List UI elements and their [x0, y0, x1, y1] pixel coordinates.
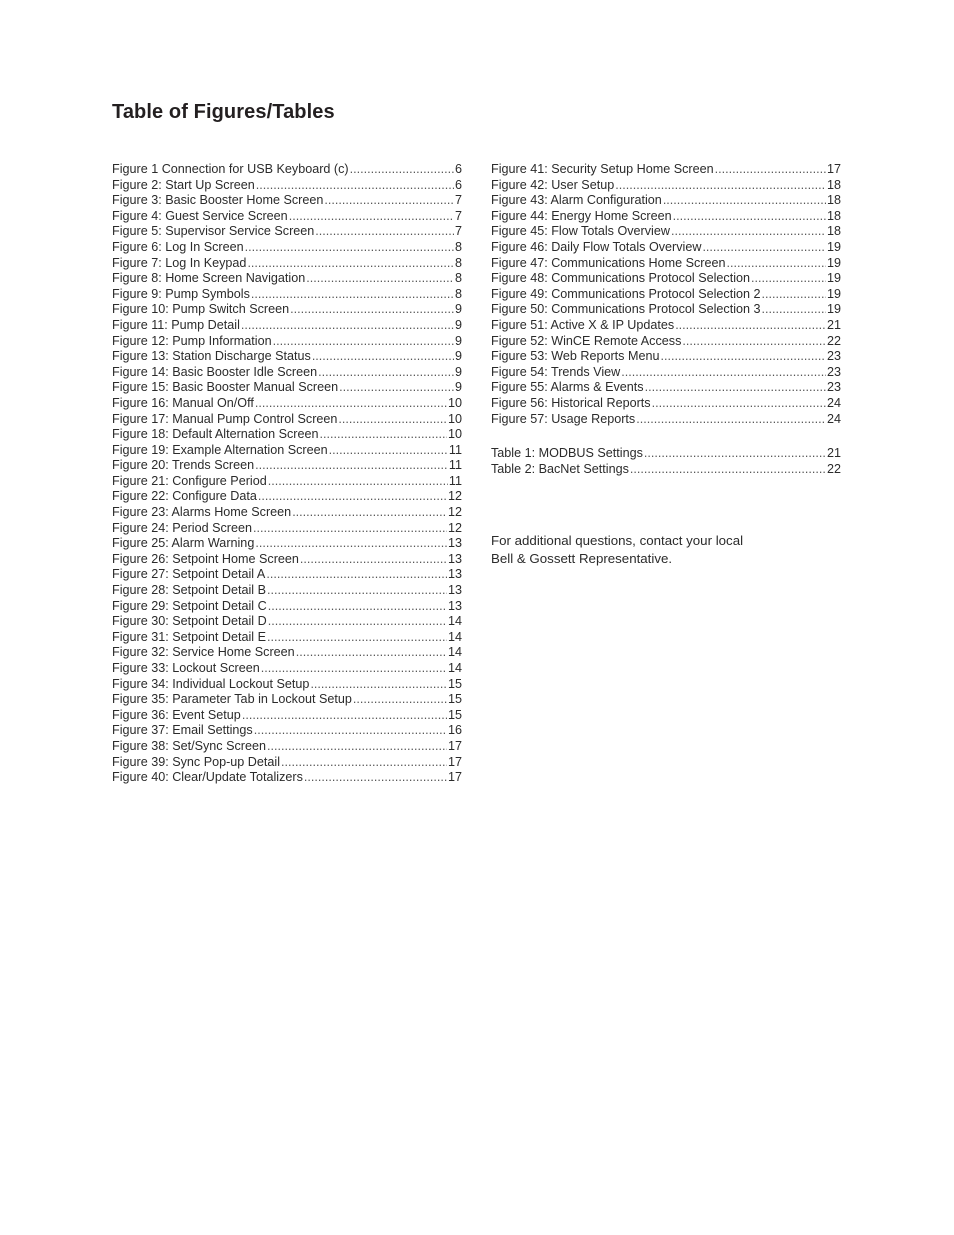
entry-page-number: 12	[447, 489, 462, 504]
entry-label: Figure 28: Setpoint Detail B	[112, 583, 267, 598]
entry-label: Figure 41: Security Setup Home Screen	[491, 162, 714, 176]
entry-label: Figure 30: Setpoint Detail D	[112, 614, 267, 629]
dot-leader	[245, 240, 454, 256]
figure-entry[interactable]	[491, 287, 841, 303]
dot-leader	[350, 162, 454, 178]
dot-leader	[254, 723, 447, 739]
entry-page-number: 6	[454, 177, 462, 192]
entry-page-number: 7	[454, 193, 462, 208]
dot-leader	[304, 770, 447, 786]
dot-leader	[644, 446, 826, 462]
entry-page-number: 15	[447, 676, 462, 691]
entry-page-number: 23	[826, 349, 841, 364]
dot-leader	[251, 287, 454, 303]
dot-leader	[261, 661, 447, 677]
entry-page-number: 19	[826, 271, 841, 286]
entry-page-number: 23	[826, 380, 841, 395]
figure-entry[interactable]	[112, 599, 462, 615]
figure-entry[interactable]	[112, 677, 462, 693]
figure-entry[interactable]	[112, 256, 462, 272]
dot-leader	[242, 708, 447, 724]
tables-list	[491, 446, 841, 477]
figure-entry[interactable]	[491, 193, 841, 209]
entry-label: Figure 39: Sync Pop-up Detail	[112, 754, 281, 769]
entry-page-number: 14	[447, 645, 462, 660]
entry-label: Figure 27: Setpoint Detail A	[112, 567, 266, 582]
dot-leader	[268, 474, 448, 490]
figure-entry[interactable]	[112, 614, 462, 630]
entry-label: Figure 23: Alarms Home Screen	[112, 505, 292, 520]
entry-label: Figure 8: Home Screen Navigation	[112, 271, 306, 286]
entry-label: Figure 17: Manual Pump Control Screen	[112, 411, 338, 426]
dot-leader	[241, 318, 454, 334]
dot-leader	[253, 521, 447, 537]
entry-label: Table 2: BacNet Settings	[491, 461, 629, 476]
entry-page-number: 9	[454, 364, 462, 379]
figure-entry[interactable]	[491, 256, 841, 272]
entry-page-number: 11	[448, 473, 462, 488]
figure-entry[interactable]	[112, 178, 462, 194]
figure-entry[interactable]	[112, 505, 462, 521]
figure-entry[interactable]	[112, 271, 462, 287]
table-entry[interactable]	[491, 446, 841, 462]
entry-label: Figure 50: Communications Protocol Selection 3	[491, 302, 761, 317]
entry-page-number: 7	[454, 208, 462, 223]
figure-entry[interactable]	[112, 412, 462, 428]
entry-page-number: 6	[454, 162, 462, 176]
figure-entry[interactable]	[112, 427, 462, 443]
dot-leader	[762, 302, 826, 318]
figure-entry[interactable]	[112, 536, 462, 552]
figure-entry[interactable]	[112, 661, 462, 677]
dot-leader	[762, 287, 826, 303]
figure-entry[interactable]	[491, 162, 841, 178]
dot-leader	[320, 427, 447, 443]
figure-entry[interactable]	[491, 240, 841, 256]
dot-leader	[702, 240, 826, 256]
figure-entry[interactable]	[112, 287, 462, 303]
entry-label: Figure 16: Manual On/Off	[112, 395, 254, 410]
entry-page-number: 22	[826, 333, 841, 348]
entry-label: Figure 52: WinCE Remote Access	[491, 333, 682, 348]
figure-entry[interactable]	[112, 334, 462, 350]
dot-leader	[267, 583, 447, 599]
entry-label: Figure 51: Active X & IP Updates	[491, 317, 675, 332]
entry-label: Figure 46: Daily Flow Totals Overview	[491, 239, 702, 254]
dot-leader	[273, 334, 454, 350]
entry-label: Figure 57: Usage Reports	[491, 411, 636, 426]
entry-label: Figure 10: Pump Switch Screen	[112, 302, 290, 317]
entry-page-number: 17	[447, 770, 462, 785]
figure-entry[interactable]	[491, 224, 841, 240]
entry-page-number: 8	[454, 255, 462, 270]
entry-page-number: 11	[448, 442, 462, 457]
dot-leader	[671, 224, 826, 240]
figure-entry[interactable]	[112, 162, 462, 178]
entry-label: Figure 32: Service Home Screen	[112, 645, 295, 660]
dot-leader	[290, 302, 454, 318]
dot-leader	[255, 458, 448, 474]
entry-page-number: 18	[826, 193, 841, 208]
figure-entry[interactable]	[112, 739, 462, 755]
entry-page-number: 13	[447, 598, 462, 613]
entry-label: Figure 45: Flow Totals Overview	[491, 224, 670, 239]
entry-label: Figure 34: Individual Lockout Setup	[112, 676, 310, 691]
dot-leader	[267, 739, 447, 755]
figure-entry[interactable]	[112, 474, 462, 490]
dot-leader	[663, 193, 826, 209]
entry-label: Figure 9: Pump Symbols	[112, 286, 250, 301]
entry-label: Figure 33: Lockout Screen	[112, 661, 260, 675]
entry-label: Figure 19: Example Alternation Screen	[112, 442, 328, 457]
dot-leader	[318, 365, 454, 381]
figure-entry[interactable]	[491, 412, 841, 428]
entry-label: Figure 53: Web Reports Menu	[491, 349, 660, 364]
entry-page-number: 19	[826, 239, 841, 254]
dot-leader	[255, 396, 447, 412]
entry-label: Figure 48: Communications Protocol Selection	[491, 271, 750, 286]
entry-label: Figure 38: Set/Sync Screen	[112, 738, 267, 753]
entry-label: Figure 5: Supervisor Service Screen	[112, 224, 315, 239]
dot-leader	[682, 334, 826, 350]
figure-entry[interactable]	[112, 458, 462, 474]
entry-label: Figure 35: Parameter Tab in Lockout Setup	[112, 692, 352, 707]
entry-label: Figure 7: Log In Keypad	[112, 255, 247, 270]
dot-leader	[296, 645, 447, 661]
dot-leader	[268, 599, 447, 615]
figure-entry[interactable]	[491, 209, 841, 225]
entry-page-number: 8	[454, 271, 462, 286]
entry-label: Figure 1 Connection for USB Keyboard (c)	[112, 162, 349, 176]
figure-entry[interactable]	[112, 583, 462, 599]
entry-page-number: 21	[826, 317, 841, 332]
entry-page-number: 12	[447, 505, 462, 520]
dot-leader	[306, 271, 454, 287]
figure-entry[interactable]	[112, 380, 462, 396]
contact-note	[491, 532, 811, 568]
page-title: Table of Figures/Tables	[112, 101, 335, 123]
dot-leader	[324, 193, 454, 209]
entry-page-number: 13	[447, 536, 462, 551]
dot-leader	[621, 365, 826, 381]
entry-page-number: 9	[454, 349, 462, 364]
dot-leader	[315, 224, 454, 240]
figure-entry[interactable]	[112, 396, 462, 412]
entry-page-number: 13	[447, 567, 462, 582]
figure-entry[interactable]	[491, 349, 841, 365]
figure-entry[interactable]	[112, 552, 462, 568]
figure-entry[interactable]	[491, 380, 841, 396]
entry-page-number: 9	[454, 380, 462, 395]
entry-page-number: 22	[826, 461, 841, 476]
dot-leader	[675, 318, 826, 334]
entry-label: Figure 49: Communications Protocol Selection 2	[491, 286, 761, 301]
figure-entry[interactable]	[112, 770, 462, 786]
entry-page-number: 7	[454, 224, 462, 239]
entry-page-number: 17	[826, 162, 841, 176]
dot-leader	[660, 349, 826, 365]
entry-page-number: 16	[447, 723, 462, 738]
dot-leader	[258, 489, 447, 505]
entry-page-number: 14	[447, 614, 462, 629]
entry-label: Figure 12: Pump Information	[112, 333, 272, 348]
entry-page-number: 10	[447, 395, 462, 410]
entry-page-number: 17	[447, 754, 462, 769]
entry-page-number: 10	[447, 427, 462, 442]
entry-label: Figure 14: Basic Booster Idle Screen	[112, 364, 318, 379]
entry-label: Figure 47: Communications Home Screen	[491, 255, 726, 270]
entry-page-number: 19	[826, 286, 841, 301]
figure-entry[interactable]	[112, 645, 462, 661]
entry-label: Figure 18: Default Alternation Screen	[112, 427, 319, 442]
entry-label: Figure 21: Configure Period	[112, 473, 267, 488]
figure-entry[interactable]	[491, 365, 841, 381]
dot-leader	[338, 412, 447, 428]
figure-entry[interactable]	[112, 692, 462, 708]
contact-line-1: For additional questions, contact your local	[491, 533, 744, 548]
entry-label: Figure 40: Clear/Update Totalizers	[112, 770, 303, 785]
entry-label: Figure 26: Setpoint Home Screen	[112, 551, 299, 566]
entry-page-number: 14	[447, 661, 462, 675]
dot-leader	[615, 178, 826, 194]
figure-entry[interactable]	[491, 271, 841, 287]
entry-page-number: 19	[826, 255, 841, 270]
entry-page-number: 13	[447, 551, 462, 566]
entry-page-number: 19	[826, 302, 841, 317]
figures-list-right	[491, 162, 841, 427]
figure-entry[interactable]	[112, 521, 462, 537]
entry-label: Figure 37: Email Settings	[112, 723, 253, 738]
entry-label: Figure 20: Trends Screen	[112, 458, 255, 473]
entry-label: Figure 29: Setpoint Detail C	[112, 598, 267, 613]
dot-leader	[636, 412, 826, 428]
entry-page-number: 15	[447, 692, 462, 707]
figure-entry[interactable]	[112, 723, 462, 739]
entry-page-number: 18	[826, 177, 841, 192]
dot-leader	[268, 614, 447, 630]
entry-label: Figure 11: Pump Detail	[112, 317, 240, 332]
entry-label: Figure 4: Guest Service Screen	[112, 208, 288, 223]
entry-page-number: 11	[448, 458, 462, 473]
entry-label: Figure 55: Alarms & Events	[491, 380, 644, 395]
dot-leader	[652, 396, 826, 412]
entry-page-number: 8	[454, 239, 462, 254]
figure-entry[interactable]	[491, 302, 841, 318]
entry-label: Figure 31: Setpoint Detail E	[112, 629, 267, 644]
dot-leader	[255, 536, 447, 552]
entry-page-number: 8	[454, 286, 462, 301]
figure-entry[interactable]	[112, 755, 462, 771]
dot-leader	[281, 755, 447, 771]
figure-entry[interactable]	[112, 193, 462, 209]
entry-page-number: 9	[454, 333, 462, 348]
figure-entry[interactable]	[112, 489, 462, 505]
entry-page-number: 18	[826, 224, 841, 239]
dot-leader	[289, 209, 454, 225]
dot-leader	[673, 209, 826, 225]
entry-label: Figure 22: Configure Data	[112, 489, 257, 504]
figure-entry[interactable]	[491, 334, 841, 350]
entry-label: Figure 13: Station Discharge Status	[112, 349, 311, 364]
figure-entry[interactable]	[112, 302, 462, 318]
dot-leader	[630, 462, 826, 478]
entry-label: Figure 44: Energy Home Screen	[491, 208, 672, 223]
figure-entry[interactable]	[112, 630, 462, 646]
entry-page-number: 15	[447, 707, 462, 722]
figure-entry[interactable]	[112, 349, 462, 365]
dot-leader	[329, 443, 448, 459]
dot-leader	[339, 380, 454, 396]
entry-label: Figure 54: Trends View	[491, 364, 621, 379]
figure-entry[interactable]	[112, 209, 462, 225]
dot-leader	[266, 567, 447, 583]
entry-label: Figure 6: Log In Screen	[112, 239, 244, 254]
entry-label: Figure 36: Event Setup	[112, 707, 241, 722]
entry-page-number: 9	[454, 317, 462, 332]
entry-page-number: 12	[447, 520, 462, 535]
figure-entry[interactable]	[112, 443, 462, 459]
dot-leader	[310, 677, 447, 693]
entry-label: Figure 43: Alarm Configuration	[491, 193, 662, 208]
dot-leader	[256, 178, 454, 194]
entry-page-number: 24	[826, 395, 841, 410]
dot-leader	[645, 380, 826, 396]
figure-entry[interactable]	[112, 708, 462, 724]
entry-label: Figure 25: Alarm Warning	[112, 536, 255, 551]
entry-label: Figure 2: Start Up Screen	[112, 177, 255, 192]
figure-entry[interactable]	[112, 224, 462, 240]
dot-leader	[727, 256, 826, 272]
dot-leader	[267, 630, 447, 646]
entry-page-number: 18	[826, 208, 841, 223]
entry-label: Figure 3: Basic Booster Home Screen	[112, 193, 324, 208]
entry-page-number: 10	[447, 411, 462, 426]
entry-page-number: 9	[454, 302, 462, 317]
dot-leader	[300, 552, 447, 568]
entry-label: Figure 42: User Setup	[491, 177, 615, 192]
figure-entry[interactable]	[491, 178, 841, 194]
entry-page-number: 23	[826, 364, 841, 379]
entry-page-number: 24	[826, 411, 841, 426]
figure-entry[interactable]	[112, 318, 462, 334]
dot-leader	[247, 256, 454, 272]
figure-entry[interactable]	[491, 318, 841, 334]
entry-label: Figure 24: Period Screen	[112, 520, 253, 535]
table-entry[interactable]	[491, 462, 841, 478]
contact-line-2: Bell & Gossett Representative.	[491, 551, 673, 566]
dot-leader	[312, 349, 454, 365]
dot-leader	[715, 162, 826, 178]
entry-page-number: 17	[447, 738, 462, 753]
figures-list-left	[112, 162, 462, 786]
entry-label: Table 1: MODBUS Settings	[491, 446, 643, 460]
figure-entry[interactable]	[112, 365, 462, 381]
dot-leader	[751, 271, 826, 287]
figure-entry[interactable]	[112, 240, 462, 256]
dot-leader	[353, 692, 447, 708]
figure-entry[interactable]	[491, 396, 841, 412]
figure-entry[interactable]	[112, 567, 462, 583]
entry-page-number: 14	[447, 629, 462, 644]
entry-page-number: 13	[447, 583, 462, 598]
dot-leader	[292, 505, 447, 521]
entry-label: Figure 56: Historical Reports	[491, 395, 651, 410]
entry-label: Figure 15: Basic Booster Manual Screen	[112, 380, 339, 395]
entry-page-number: 21	[826, 446, 841, 460]
